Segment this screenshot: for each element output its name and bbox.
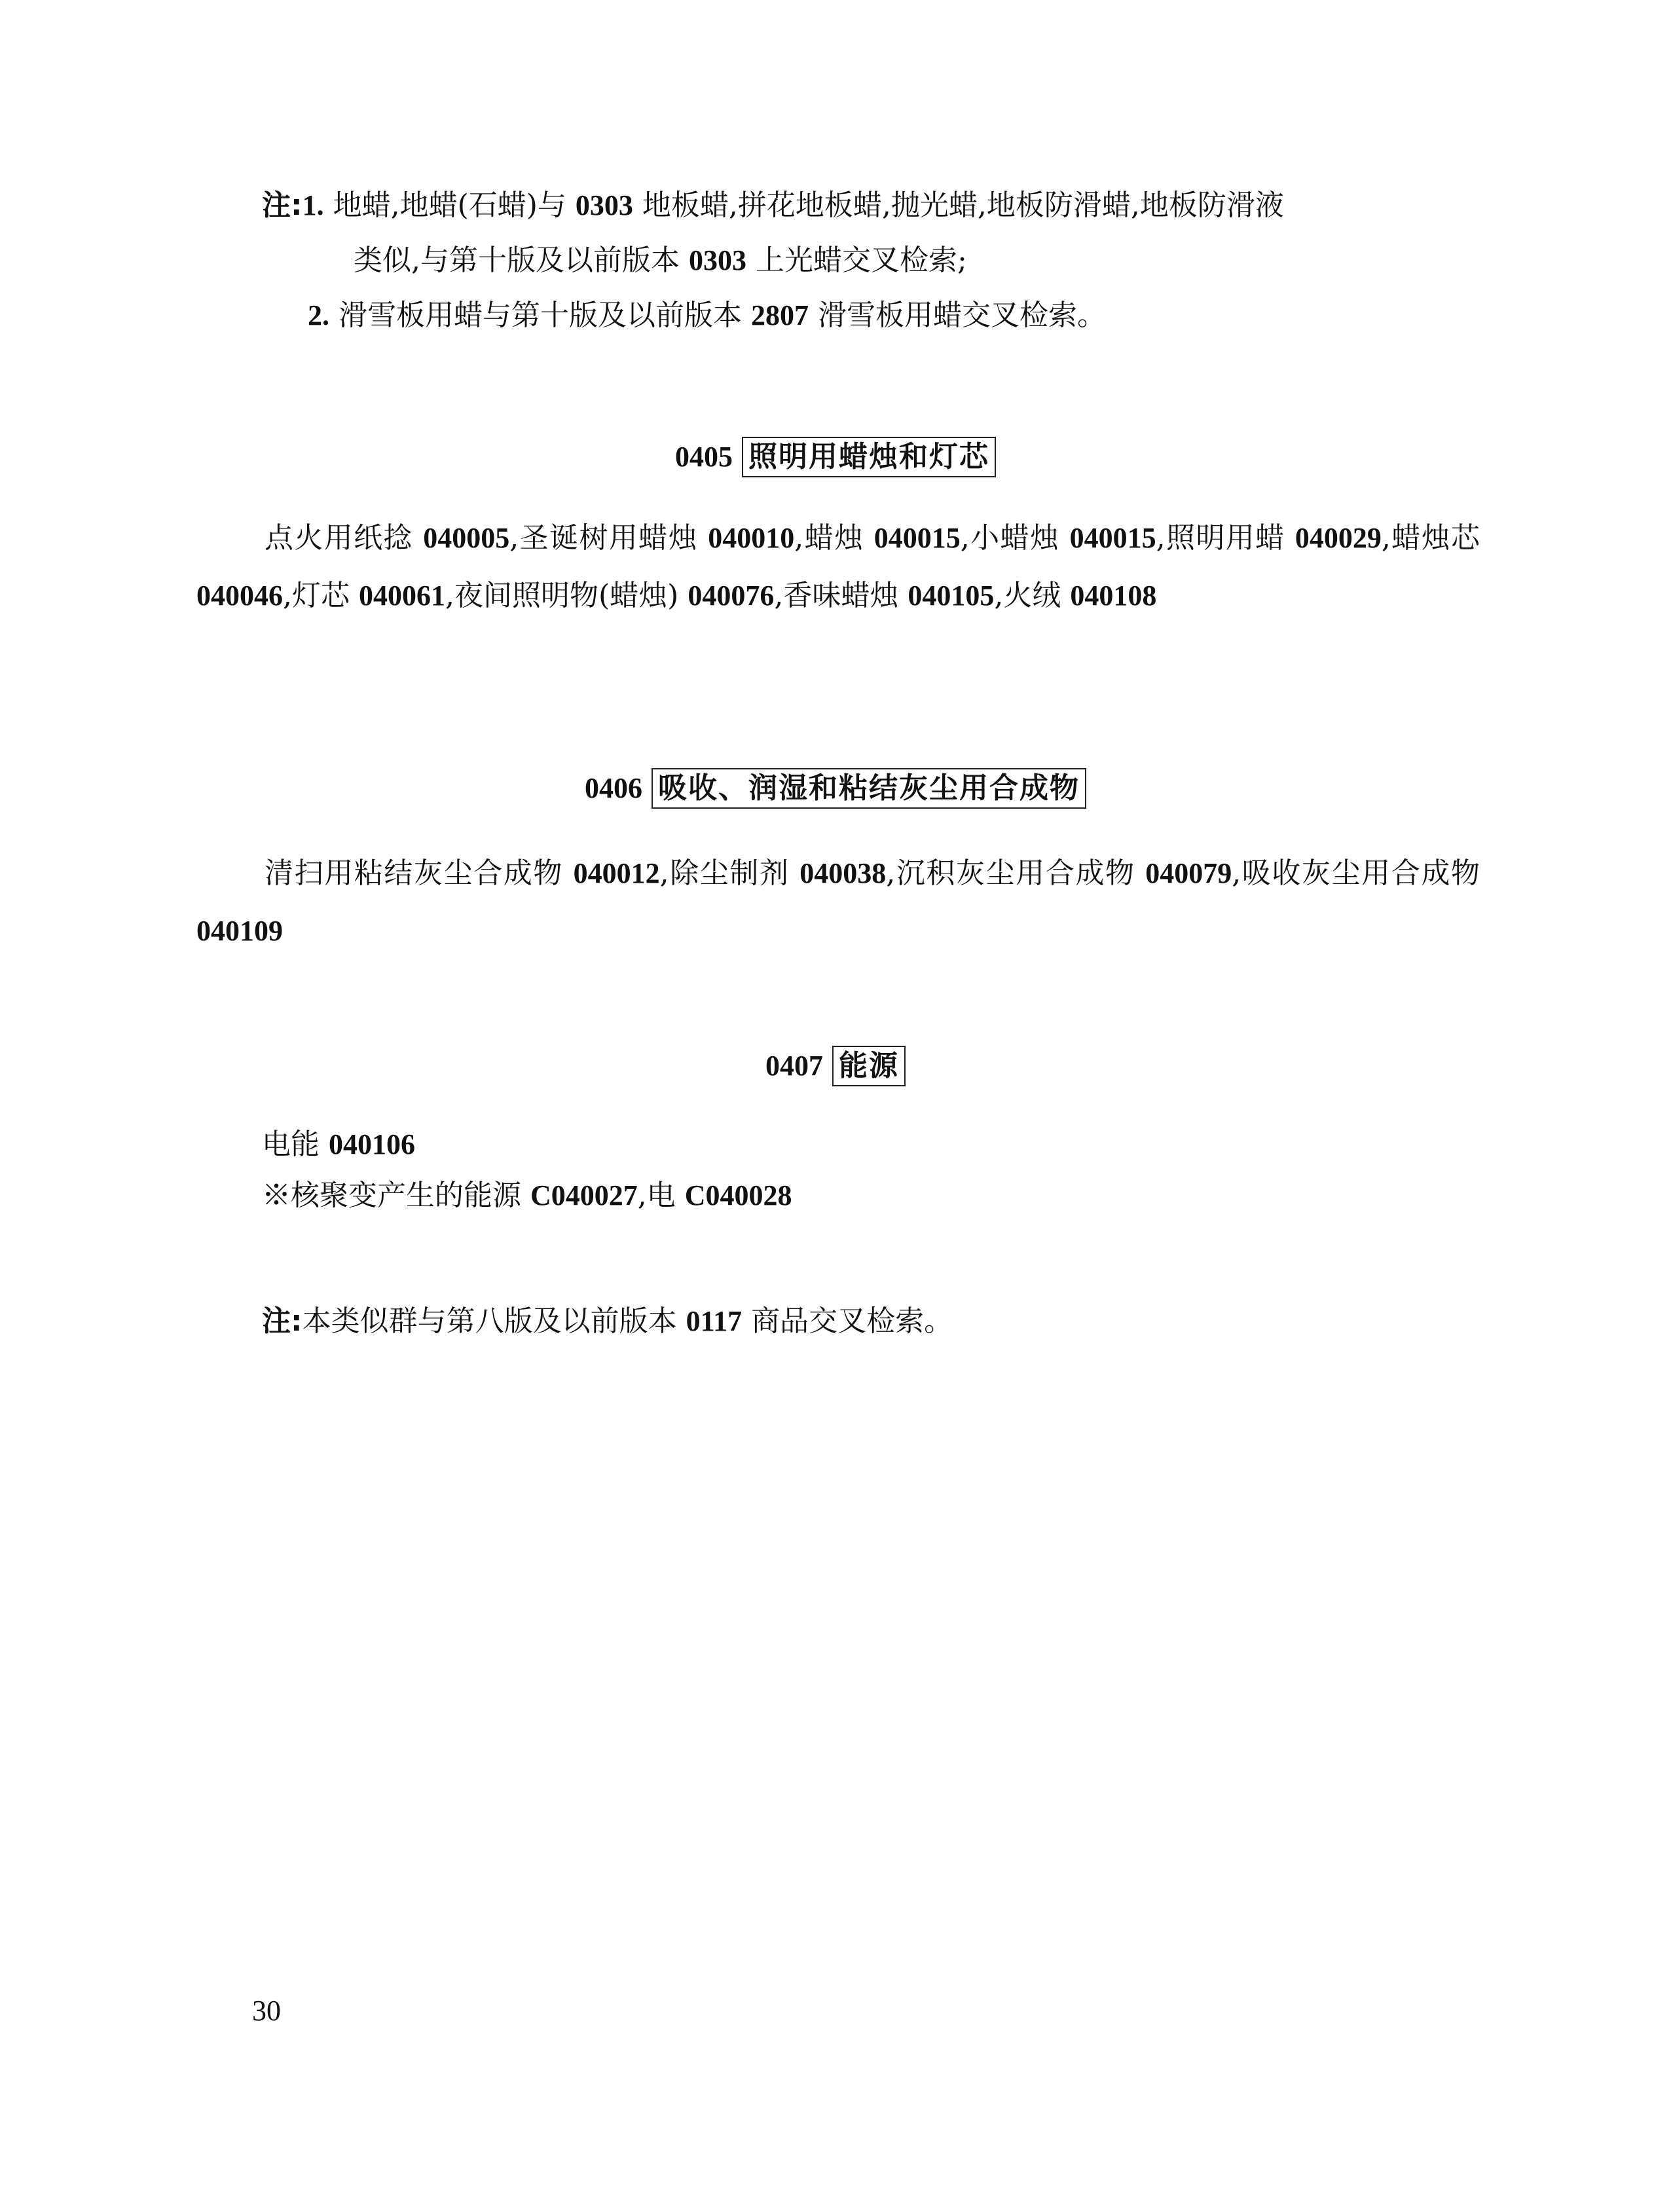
note-text: 类似,与第十版及以前版本 <box>354 244 689 277</box>
bottom-note <box>262 1294 953 1349</box>
product-line <box>262 1117 792 1172</box>
top-note-item-1-line-2 <box>262 233 1284 288</box>
product-code: 040105 <box>908 580 995 612</box>
product-item <box>265 857 660 890</box>
product-name: 火绒 <box>1003 579 1071 612</box>
note-item-number: 1. <box>302 189 324 221</box>
product-item <box>895 857 1232 890</box>
separator: , <box>637 1179 647 1212</box>
product-code: 040010 <box>708 522 795 554</box>
section-code: 0406 <box>585 772 642 804</box>
top-note <box>262 178 1284 343</box>
product-code: C040027 <box>530 1179 638 1211</box>
product-name: 灯芯 <box>292 579 359 612</box>
top-note-item-1-line-1 <box>262 178 1284 233</box>
note-text: 本类似群与第八版及以前版本 <box>302 1304 686 1338</box>
product-code: 040046 <box>196 580 283 612</box>
section-heading-0406 <box>0 767 1671 809</box>
product-code: 040012 <box>573 857 660 889</box>
top-note-item-2 <box>262 288 1284 343</box>
product-item <box>1166 521 1382 555</box>
product-code: 040108 <box>1070 580 1157 612</box>
section-items-0407 <box>262 1117 792 1219</box>
product-code: 040015 <box>1069 522 1156 554</box>
product-name: 核聚变产生的能源 <box>291 1179 521 1212</box>
class-code: 2807 <box>751 299 809 331</box>
product-item <box>519 521 794 555</box>
product-name: 蜡烛芯 <box>1390 521 1480 555</box>
product-code: 040106 <box>329 1128 415 1160</box>
product-code: 040038 <box>799 857 887 889</box>
section-items-0405: 点火用纸捻 040005,圣诞树用蜡烛 040010,蜡烛 040015,小蜡烛 040015,照明用蜡 040029,蜡烛芯 040046,灯芯 040061,夜间照明物(蜡烛) 040076,香味蜡烛 040105,火绒 040108 <box>196 521 1480 612</box>
section-items-0406: 清扫用粘结灰尘合成物 040012,除尘制剂 040038,沉积灰尘用合成物 040079,吸收灰尘用合成物 040109 <box>196 857 1480 947</box>
product-name: 清扫用粘结灰尘合成物 <box>265 857 574 890</box>
section-title: 照明用蜡烛和灯芯 <box>742 437 996 477</box>
product-name: 沉积灰尘用合成物 <box>895 857 1146 890</box>
note-text: 地蜡,地蜡(石蜡)与 <box>333 189 576 222</box>
product-name: 电能 <box>262 1128 320 1161</box>
product-item <box>265 521 509 555</box>
product-item <box>1003 579 1156 612</box>
product-name: 吸收灰尘用合成物 <box>1241 857 1480 890</box>
product-name: 圣诞树用蜡烛 <box>519 521 708 555</box>
product-name: 夜间照明物(蜡烛) <box>454 579 688 612</box>
product-item <box>454 579 774 612</box>
product-name: 除尘制剂 <box>669 857 800 890</box>
product-item <box>783 579 994 612</box>
product-code: 040061 <box>359 580 445 612</box>
product-name: 点火用纸捻 <box>265 521 424 555</box>
product-name: 照明用蜡 <box>1165 521 1295 555</box>
note-label: 注: <box>262 1304 303 1338</box>
note-text: 滑雪板用蜡交叉检索。 <box>809 299 1106 332</box>
product-code: C040028 <box>684 1179 792 1211</box>
note-label: 注: <box>262 189 303 222</box>
section-heading-0407 <box>0 1045 1671 1087</box>
product-code: 040079 <box>1145 857 1232 889</box>
product-name: 蜡烛 <box>803 521 874 555</box>
product-line <box>262 1172 792 1219</box>
product-item <box>970 521 1156 555</box>
product-item <box>669 857 887 890</box>
section-code: 0407 <box>765 1050 823 1082</box>
section-title: 吸收、润湿和粘结灰尘用合成物 <box>652 768 1086 809</box>
section-heading-0405 <box>0 436 1671 478</box>
product-code: 040015 <box>873 522 961 554</box>
page-number: 30 <box>252 1995 281 2027</box>
note-text: 商品交叉检索。 <box>742 1304 953 1338</box>
note-text: 地板蜡,拼花地板蜡,抛光蜡,地板防滑蜡,地板防滑液 <box>633 189 1284 222</box>
section-code: 0405 <box>675 441 733 473</box>
product-code: 040005 <box>423 522 510 554</box>
class-code: 0117 <box>686 1305 743 1337</box>
product-code: 040076 <box>688 580 775 612</box>
note-text: 上光蜡交叉检索; <box>746 244 967 277</box>
product-code: 040109 <box>196 915 283 947</box>
note-item-number: 2. <box>308 299 329 331</box>
class-code: 0303 <box>575 189 633 221</box>
product-item <box>803 521 961 555</box>
product-item <box>292 579 445 612</box>
class-code: 0303 <box>688 244 746 276</box>
note-text: 滑雪板用蜡与第十版及以前版本 <box>339 299 751 332</box>
product-code: 040029 <box>1295 522 1382 554</box>
reference-mark: ※ <box>262 1179 291 1212</box>
product-name: 香味蜡烛 <box>783 579 908 612</box>
product-name: 小蜡烛 <box>969 521 1070 555</box>
section-title: 能源 <box>832 1046 906 1086</box>
product-name: 电 <box>646 1179 676 1212</box>
